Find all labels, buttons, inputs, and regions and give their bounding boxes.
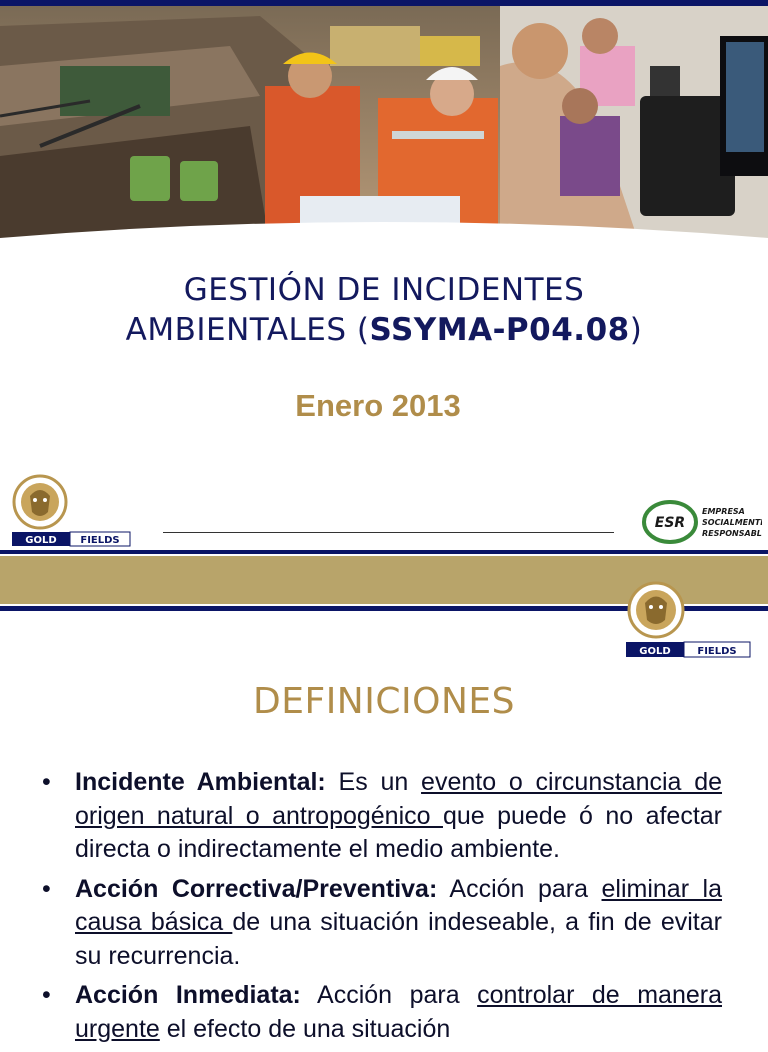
list-item: • Acción Inmediata: Acción para controlar de manera urgente el efecto de una situación [42, 979, 722, 1046]
svg-text:FIELDS: FIELDS [697, 646, 737, 657]
svg-text:EMPRESA: EMPRESA [702, 507, 745, 516]
definition-highlight: eliminar la causa básica [75, 874, 723, 936]
definitions-list [42, 766, 722, 1052]
hero-photo [0, 6, 768, 246]
gold-fields-logo-slide2 [622, 578, 754, 660]
definition-highlight: evento o circunstancia de origen natural o antropogénico [75, 768, 723, 830]
gold-fields-logo [12, 474, 134, 548]
procedure-code: SSYMA-P04.08 [369, 312, 630, 348]
definition-term: Incidente Ambiental: [75, 768, 326, 796]
title-line-2: AMBIENTALES (SSYMA-P04.08) [125, 312, 643, 348]
svg-text:SOCIALMENTE: SOCIALMENTE [702, 518, 762, 527]
logo-word-gold: GOLD [25, 535, 57, 546]
list-item: • Acción Correctiva/Preventiva: Acción para eliminar la causa básica de una situación indeseable, a fin de evitar su recurrencia. [42, 873, 722, 974]
footer-divider [163, 532, 614, 533]
presentation-title [0, 270, 768, 350]
logo-word-fields: FIELDS [80, 535, 120, 546]
list-item: • Incidente Ambiental: Es un evento o circunstancia de origen natural o antropogénico que puede ó no afectar directa o indirectamente el medio ambiente. [42, 766, 722, 867]
svg-text:GOLD: GOLD [639, 646, 671, 657]
definition-term: Acción Inmediata: [75, 981, 301, 1009]
definitions-heading: DEFINICIONES [253, 681, 515, 722]
presentation-date: Enero 2013 [295, 388, 461, 423]
esr-mark: ESR [654, 515, 686, 531]
definition-highlight: controlar de manera urgente [75, 981, 722, 1043]
svg-text:RESPONSABLE: RESPONSABLE [702, 529, 762, 538]
slide-separator-top [0, 550, 768, 554]
esr-logo [640, 498, 762, 548]
definition-term: Acción Correctiva/Preventiva: [75, 874, 438, 903]
title-line-1: GESTIÓN DE INCIDENTES [183, 272, 585, 308]
